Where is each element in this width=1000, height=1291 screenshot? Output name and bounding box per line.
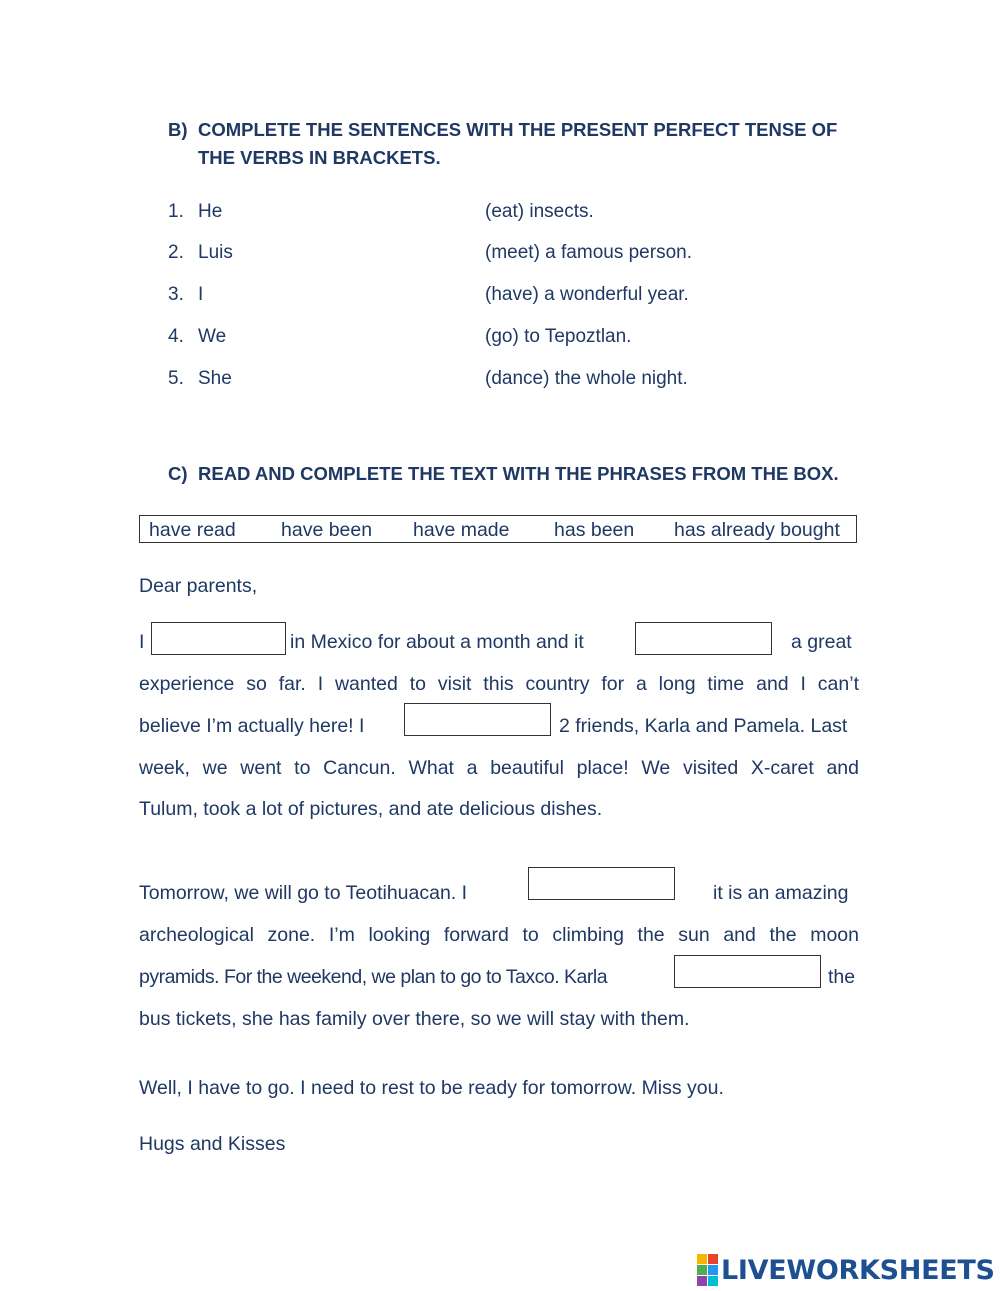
logo-block — [708, 1276, 718, 1286]
section-c-title: READ AND COMPLETE THE TEXT WITH THE PHRASES FROM THE BOX. — [198, 463, 839, 484]
item-subject: She — [198, 368, 232, 389]
exercise-item — [0, 200, 1000, 226]
phrase-have-read: have read — [149, 519, 236, 541]
logo-block — [697, 1265, 707, 1275]
p2-line3-b: the — [828, 966, 856, 988]
item-verb-phrase: (go) to Tepoztlan. — [485, 326, 632, 347]
liveworksheets-logo — [697, 1253, 995, 1287]
logo-text: LIVEWORKSHEETS — [721, 1254, 995, 1286]
logo-block — [697, 1254, 707, 1264]
logo-blocks-icon — [697, 1254, 718, 1286]
phrase-has-been: has been — [554, 519, 635, 541]
logo-block — [697, 1276, 707, 1286]
p1-line5: Tulum, took a lot of pictures, and ate delicious dishes. — [139, 798, 603, 820]
section-b-letter: B) — [168, 119, 188, 140]
answer-blank-4[interactable] — [528, 867, 675, 900]
p2-line3-a: pyramids. For the weekend, we plan to go to Taxco. Karla — [139, 966, 608, 988]
phrase-box — [139, 515, 857, 543]
p2-line2: archeological zone. I’m looking forward to climbing the sun and the moon — [139, 924, 859, 946]
phrase-have-made: have made — [413, 519, 510, 541]
phrase-has-already-bought: has already bought — [674, 519, 840, 541]
p1-line3-a: believe I’m actually here! I — [139, 715, 365, 737]
p2-line1-a: Tomorrow, we will go to Teotihuacan. I — [139, 882, 468, 904]
section-b-heading — [0, 116, 1000, 176]
section-c-letter: C) — [168, 463, 188, 484]
item-subject: We — [198, 326, 227, 347]
letter-signoff: Hugs and Kisses — [139, 1133, 286, 1155]
exercise-item — [0, 367, 1000, 393]
item-number: 1. — [168, 201, 184, 222]
item-verb-phrase: (eat) insects. — [485, 201, 594, 222]
item-subject: I — [198, 284, 204, 305]
item-verb-phrase: (dance) the whole night. — [485, 368, 688, 389]
exercise-item — [0, 325, 1000, 351]
p1-line1-b: in Mexico for about a month and it — [290, 631, 584, 653]
p1-line2: experience so far. I wanted to visit this country for a long time and I can’t — [139, 673, 859, 695]
answer-blank-1[interactable] — [151, 622, 286, 655]
p1-line1-c: a great — [791, 631, 852, 653]
item-number: 4. — [168, 326, 184, 347]
exercise-item — [0, 241, 1000, 267]
p1-line3-b: 2 friends, Karla and Pamela. Last — [559, 715, 848, 737]
item-number: 3. — [168, 284, 184, 305]
answer-blank-2[interactable] — [635, 622, 772, 655]
exercise-item — [0, 283, 1000, 309]
item-verb-phrase: (have) a wonderful year. — [485, 284, 689, 305]
letter-closing: Well, I have to go. I need to rest to be ready for tomorrow. Miss you. — [139, 1077, 724, 1099]
phrase-have-been: have been — [281, 519, 373, 541]
item-number: 2. — [168, 242, 184, 263]
p2-line1-b: it is an amazing — [713, 882, 849, 904]
answer-blank-3[interactable] — [404, 703, 551, 736]
p1-line4: week, we went to Cancun. What a beautiful place! We visited X-caret and — [139, 757, 859, 779]
item-subject: Luis — [198, 242, 233, 263]
p1-line1-a: I — [139, 631, 145, 653]
answer-blank-5[interactable] — [674, 955, 821, 988]
item-verb-phrase: (meet) a famous person. — [485, 242, 692, 263]
letter-greeting: Dear parents, — [139, 575, 258, 597]
p2-line4: bus tickets, she has family over there, so we will stay with them. — [139, 1008, 690, 1030]
section-c-heading — [0, 460, 1000, 490]
logo-block — [708, 1254, 718, 1264]
item-subject: He — [198, 201, 223, 222]
logo-block — [708, 1265, 718, 1275]
item-number: 5. — [168, 368, 184, 389]
section-b-title: COMPLETE THE SENTENCES WITH THE PRESENT PERFECT TENSE OF THE VERBS IN BRACKETS. — [198, 119, 838, 168]
